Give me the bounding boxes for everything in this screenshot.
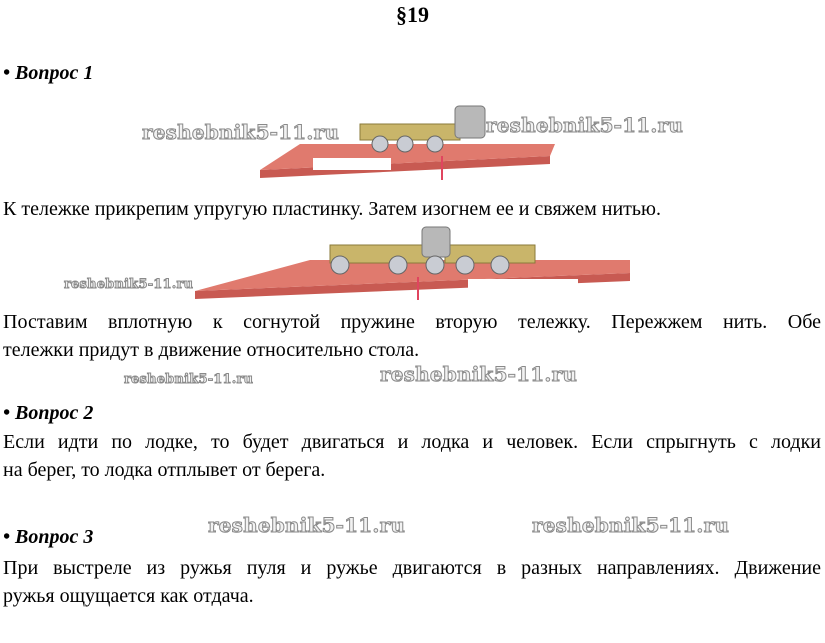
paragraph-4-line-2: ружья ощущается как отдача. bbox=[3, 585, 254, 607]
watermark: reshebnik5-11.ru bbox=[124, 372, 254, 387]
paragraph-3-line-2: на берег, то лодка отплывет от берега. bbox=[3, 459, 326, 481]
watermark: reshebnik5-11.ru bbox=[486, 113, 684, 137]
figure-two-carts-on-table bbox=[190, 225, 640, 300]
question-3-label: • Вопрос 3 bbox=[3, 526, 94, 548]
watermark: reshebnik5-11.ru bbox=[142, 120, 340, 144]
watermark: reshebnik5-11.ru bbox=[64, 277, 194, 292]
watermark: reshebnik5-11.ru bbox=[208, 513, 406, 537]
paragraph-4-line-1: При выстреле из ружья пуля и ружье двигаются в разных направлениях. Движение bbox=[3, 557, 821, 579]
paragraph-3-line-1: Если идти по лодке, то будет двигаться и лодка и человек. Если спрыгнуть с лодки bbox=[3, 431, 821, 453]
question-1-label: • Вопрос 1 bbox=[3, 62, 94, 84]
question-2-label: • Вопрос 2 bbox=[3, 402, 94, 424]
section-heading: §19 bbox=[396, 2, 429, 27]
watermark: reshebnik5-11.ru bbox=[532, 513, 730, 537]
watermark: reshebnik5-11.ru bbox=[380, 362, 578, 386]
paragraph-1: К тележке прикрепим упругую пластинку. Затем изогнем ее и свяжем нитью. bbox=[3, 198, 661, 220]
paragraph-2-line-2: тележки придут в движение относительно стола. bbox=[3, 339, 420, 361]
paragraph-2-line-1: Поставим вплотную к согнутой пружине вторую тележку. Пережжем нить. Обе bbox=[3, 311, 821, 333]
